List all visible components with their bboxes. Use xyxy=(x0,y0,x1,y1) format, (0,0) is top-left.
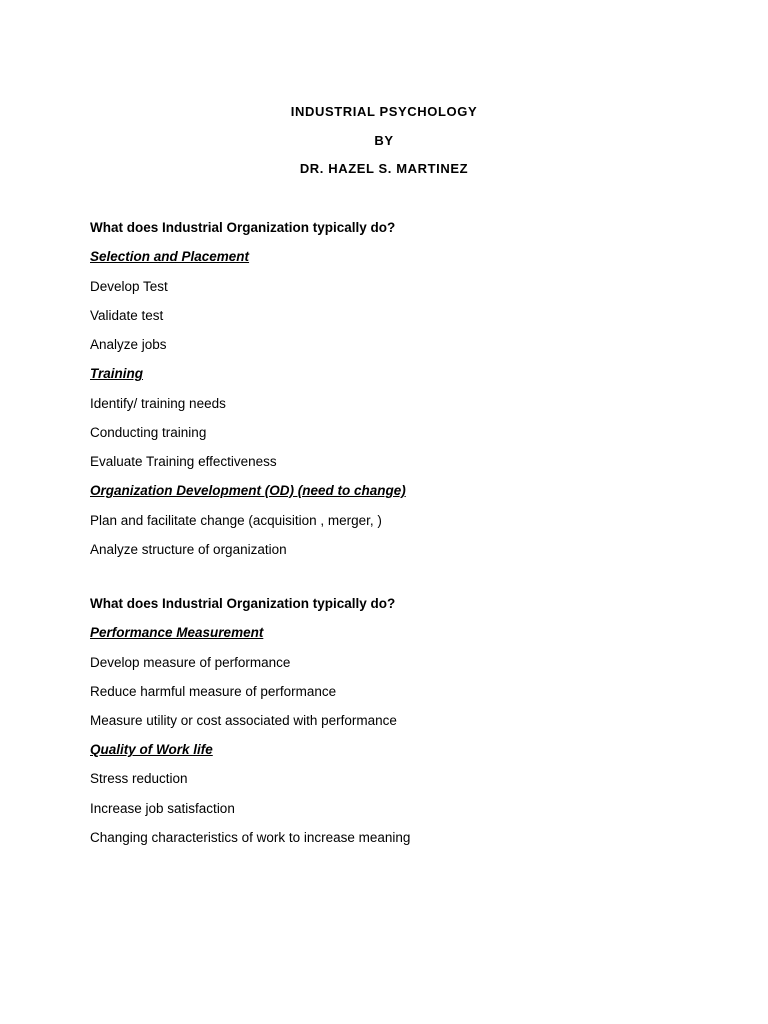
section-heading-training: Training xyxy=(90,366,144,381)
document-author: DR. HAZEL S. MARTINEZ xyxy=(299,161,469,176)
list-item: Measure utility or cost associated with performance xyxy=(90,713,397,728)
list-item: Analyze structure of organization xyxy=(90,542,287,557)
list-item: Evaluate Training effectiveness xyxy=(90,454,277,469)
list-item: Develop measure of performance xyxy=(90,655,291,670)
list-item: Plan and facilitate change (acquisition , merger, ) xyxy=(90,513,382,528)
list-item: Changing characteristics of work to increase meaning xyxy=(90,830,411,845)
list-item: Develop Test xyxy=(90,279,168,294)
list-item: Validate test xyxy=(90,308,164,323)
list-item: Increase job satisfaction xyxy=(90,801,235,816)
section-question: What does Industrial Organization typically do? xyxy=(90,220,396,235)
section-heading-performance: Performance Measurement xyxy=(90,625,264,640)
list-item: Identify/ training needs xyxy=(90,396,226,411)
list-item: Analyze jobs xyxy=(90,337,167,352)
document-byline: BY xyxy=(374,133,394,148)
list-item: Stress reduction xyxy=(90,771,188,786)
section-heading-selection: Selection and Placement xyxy=(90,249,250,264)
list-item: Conducting training xyxy=(90,425,207,440)
document-title: INDUSTRIAL PSYCHOLOGY xyxy=(290,104,478,119)
section-question: What does Industrial Organization typically do? xyxy=(90,596,396,611)
section-heading-od: Organization Development (OD) (need to change) xyxy=(90,483,406,498)
list-item: Reduce harmful measure of performance xyxy=(90,684,337,699)
section-heading-quality: Quality of Work life xyxy=(90,742,213,757)
